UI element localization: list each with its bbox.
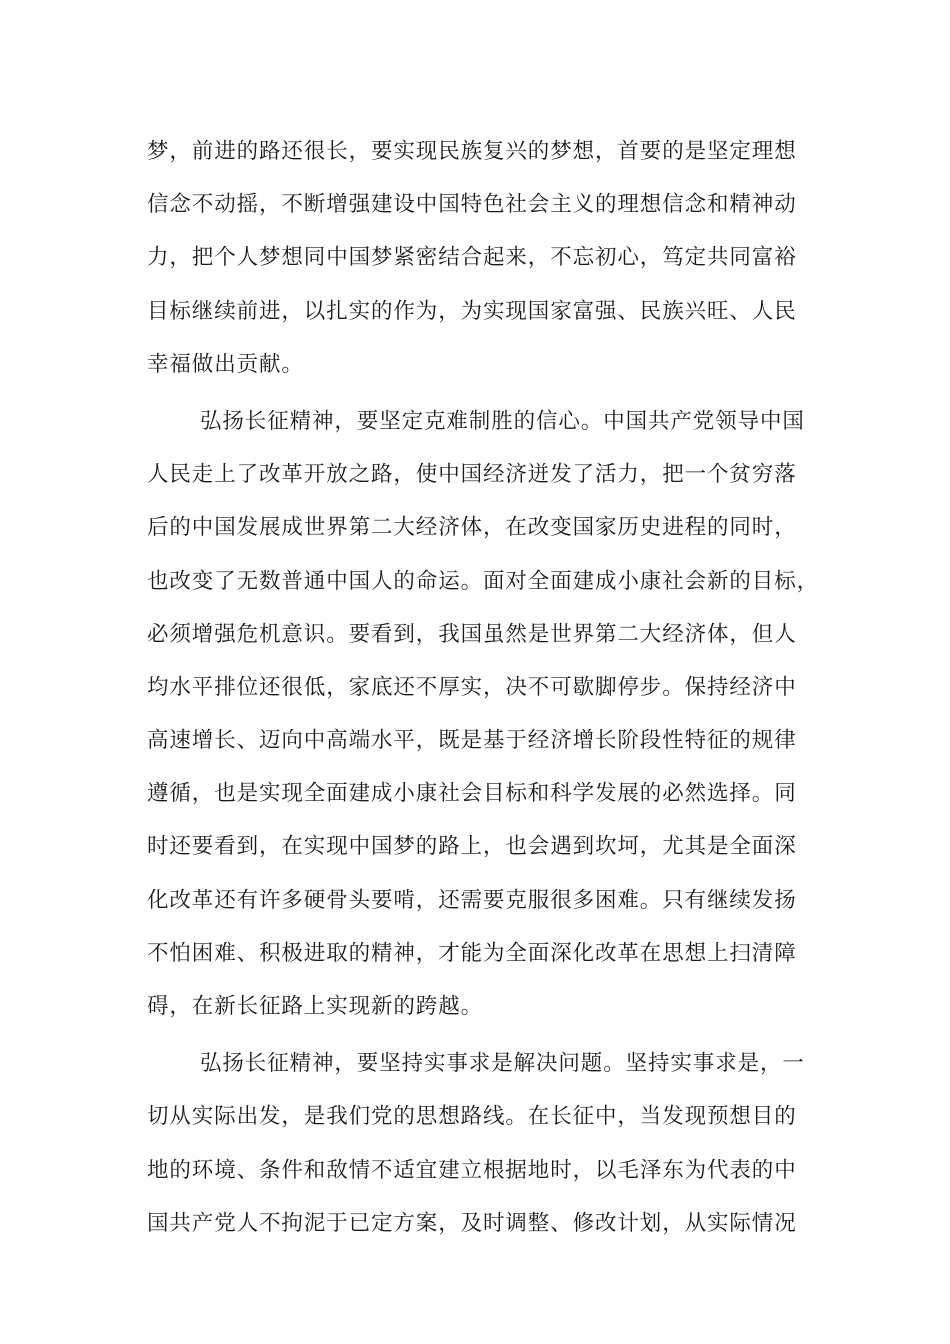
paragraph-line: 后的中国发展成世界第二大经济体，在改变国家历史进程的同时， — [147, 515, 797, 541]
paragraph-line: 信念不动摇，不断增强建设中国特色社会主义的理想信念和精神动 — [147, 192, 797, 218]
paragraph-line: 弘扬长征精神，要坚定克难制胜的信心。中国共产党领导中国 — [200, 408, 805, 434]
paragraph-line: 遵循，也是实现全面建成小康社会目标和科学发展的必然选择。同 — [147, 781, 797, 807]
paragraph-line: 国共产党人不拘泥于已定方案，及时调整、修改计划，从实际情况 — [147, 1210, 797, 1236]
paragraph-line: 梦，前进的路还很长，要实现民族复兴的梦想，首要的是坚定理想 — [147, 139, 797, 164]
paragraph-line: 时还要看到，在实现中国梦的路上，也会遇到坎坷，尤其是全面深 — [147, 834, 797, 860]
paragraph-line: 碍，在新长征路上实现新的跨越。 — [147, 994, 484, 1019]
paragraph-line: 不怕困难、积极进取的精神，才能为全面深化改革在思想上扫清障 — [147, 940, 797, 966]
paragraph-line: 也改变了无数普通中国人的命运。面对全面建成小康社会新的目标， — [147, 568, 820, 594]
paragraph-2 — [147, 395, 820, 1033]
paragraph-1 — [147, 125, 807, 391]
paragraph-line: 高速增长、迈向中高端水平，既是基于经济增长阶段性特征的规律 — [147, 728, 797, 754]
paragraph-line: 幸福做出贡献。 — [147, 351, 304, 377]
paragraph-3 — [147, 1037, 807, 1250]
paragraph-line: 力，把个人梦想同中国梦紧密结合起来，不忘初心，笃定共同富裕 — [147, 245, 797, 271]
document-body — [147, 125, 820, 1250]
paragraph-line: 目标继续前进，以扎实的作为，为实现国家富强、民族兴旺、人民 — [147, 298, 797, 324]
paragraph-line: 弘扬长征精神，要坚持实事求是解决问题。坚持实事求是，一 — [200, 1051, 805, 1077]
paragraph-line: 必须增强危机意识。要看到，我国虽然是世界第二大经济体，但人 — [147, 621, 797, 647]
paragraph-line: 均水平排位还很低，家底还不厚实，决不可歇脚停步。保持经济中 — [147, 674, 797, 700]
paragraph-line: 化改革还有许多硬骨头要啃，还需要克服很多困难。只有继续发扬 — [147, 887, 797, 913]
paragraph-line: 地的环境、条件和敌情不适宜建立根据地时，以毛泽东为代表的中 — [147, 1157, 797, 1183]
paragraph-line: 人民走上了改革开放之路，使中国经济迸发了活力，把一个贫穷落 — [147, 462, 797, 488]
paragraph-line: 切从实际出发，是我们党的思想路线。在长征中，当发现预想目的 — [147, 1104, 797, 1130]
